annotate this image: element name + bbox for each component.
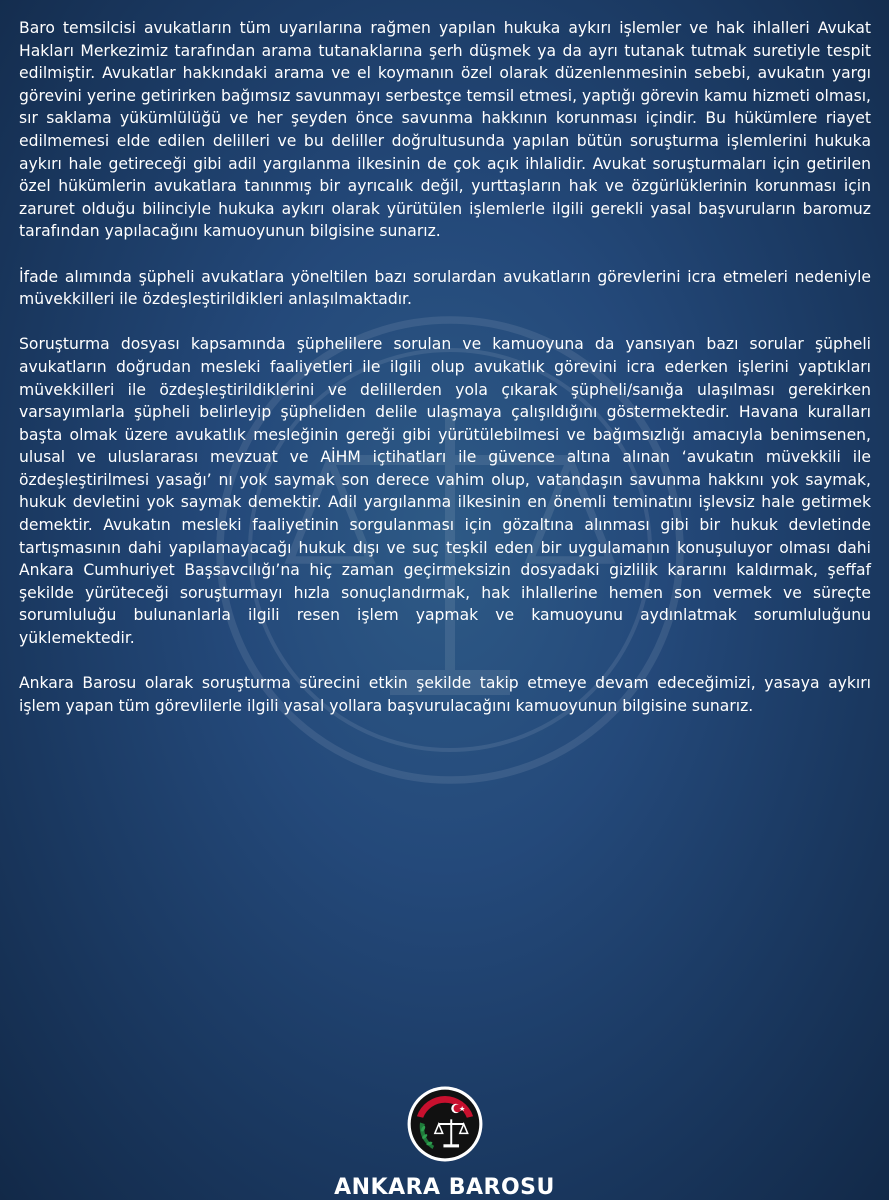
statement-paragraph-2: İfade alımında şüpheli avukatlara yöneltilen bazı sorulardan avukatların görevlerini icra etmeleri nedeniyle müvekkilleri ile özdeşleştirildikleri anlaşılmaktadır. — [19, 267, 871, 309]
organization-name: ANKARA BAROSU — [334, 1175, 555, 1200]
ankara-barosu-emblem-icon — [406, 1085, 484, 1163]
statement-paragraph-3: Soruşturma dosyası kapsamında şüphelilere sorulan ve kamuoyuna da yansıyan bazı sorular şüpheli avukatların doğrudan mesleki faaliyetleri ile ilgili olup avukatlık görevini icra ederken işlerini yaptıkları müvekkilleri ile özdeşleştirildiklerini ve delillerden yola çıkarak şüpheli/sanığa ulaşılması gerekirken varsayımlarla şüpheli belirleyip şüpheliden delile ulaşmaya çalışıldığını göstermektedir. Havana kuralları başta olmak üzere avukatlık mesleğinin gereği gibi yürütülebilmesi ve bağımsızlığı amacıyla benimsenen, ulusal ve uluslararası mevzuat ve AİHM içtihatları ile güvence altına alınan ‘avukatın müvekkili ile özdeşleştirilmesi yasağı’ nı yok saymak son derece vahim olup, vatandaşın savunma hakkını yok saymak, hukuk devletini yok saymak demektir. Adil yargılanma ilkesinin en önemli teminatını işlevsiz hale getirmek demektir. Avukatın mesleki faaliyetinin sorgulanması için gözaltına alınması gibi bir hukuk devletinde tartışmasının dahi yapılamayacağı hukuk dışı ve suç teşkil eden bir uygulamanın konuşuluyor olması dahi Ankara Cumhuriyet Başsavcılığı’na hiç zaman geçirmeksizin dosyadaki gizlilik kararını kaldırmak, şeffaf şekilde yürüteceği soruşturmayı hızla sonuçlandırmak, hak ihlallerine hemen son vermek ve süreçte sorumluluğu bulunanlarla ilgili resen işlem yapmak ve kamuoyunu aydınlatmak sorumluluğunu yüklemektedir. — [19, 335, 871, 648]
statement-paragraph-4: Ankara Barosu olarak soruşturma sürecini etkin şekilde takip etmeye devam edeceğimizi, yasaya aykırı işlem yapan tüm görevlilerle ilgili yasal yollara başvurulacağını kamuoyunun bilgisine sunarız. — [19, 674, 871, 715]
statement-paragraph-1: Baro temsilcisi avukatların tüm uyarılarına rağmen yapılan hukuka aykırı işlemler ve hak ihlalleri Avukat Hakları Merkezimiz tarafından arama tutanaklarına şerh düşmek ya da ayrı tutanak tutmak suretiyle tespit edilmiştir. Avukatlar hakkındaki arama ve el koymanın özel olarak düzenlenmesinin sebebi, avukatın yargı görevini yerine getirirken bağımsız savunmayı serbestçe temsil etmesi, yaptığı görevin kamu hizmeti olması, sır saklama yükümlülüğü ve her şeyden önce savunma hakkının korunması içindir. Bu hükümlere riayet edilmemesi elde edilen delilleri ve bu deliller doğrultusunda yapılan bütün soruşturma işlemlerini hukuka aykırı hale getireceği gibi adil yargılanma ilkesinin de çok açık ihlalidir. Avukat soruşturmaları için getirilen özel hükümlerin avukatlara tanınmış bir ayrıcalık değil, yurttaşların hak ve özgürlüklerinin korunması için zaruret olduğu bilinciyle hukuka aykırı olarak yürütülen işlemlerle ilgili gerekli yasal başvuruların baromuz tarafından yapılacağını kamuoyunun bilgisine sunarız. — [19, 19, 871, 241]
footer-logo-area — [0, 1085, 889, 1200]
press-statement-body — [19, 17, 871, 740]
